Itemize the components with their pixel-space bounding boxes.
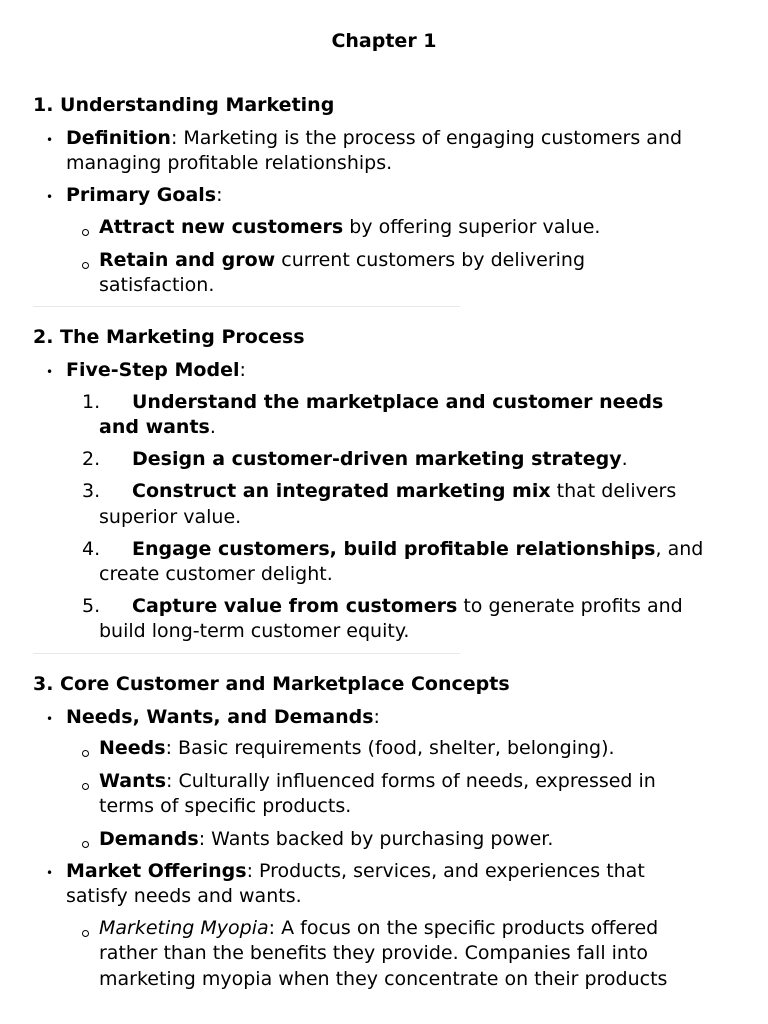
circle-bullet (82, 783, 89, 790)
goal-item-1: Attract new customers by offering superior value. (99, 216, 601, 238)
bullet: • (46, 866, 54, 880)
step-5-line-2: build long-term customer equity. (99, 620, 410, 642)
definition-label: Definition (66, 127, 171, 149)
wants-item-line-1: Wants: Culturally influenced forms of needs, expressed in (99, 770, 656, 792)
definition-text-1: : Marketing is the process of engaging customers and (170, 127, 683, 149)
primary-goals-line: Primary Goals: (66, 184, 223, 206)
step-number-4: 4. (82, 538, 101, 560)
bullet: • (46, 133, 54, 147)
wants-item-line-2: terms of specific products. (99, 795, 352, 817)
bullet: • (46, 190, 54, 204)
demands-item: Demands: Wants backed by purchasing power. (99, 828, 554, 850)
needs-item: Needs: Basic requirements (food, shelter, belonging). (99, 737, 615, 759)
section-heading-2: 2. The Marketing Process (33, 326, 305, 348)
page-title: Chapter 1 (331, 30, 437, 52)
step-number-5: 5. (82, 595, 101, 617)
step-3-line-2: superior value. (99, 506, 242, 528)
market-offerings-line-1: Market Offerings: Products, services, and experiences that (66, 860, 645, 882)
needs-wants-demands-line: Needs, Wants, and Demands: (66, 706, 380, 728)
step-2-line-1: Design a customer-driven marketing strategy. (132, 448, 628, 470)
step-number-2: 2. (82, 448, 101, 470)
step-4-line-1: Engage customers, build profitable relationships, and (132, 538, 704, 560)
step-5-line-1: Capture value from customers to generate profits and (132, 595, 683, 617)
market-offerings-line-2: satisfy needs and wants. (66, 885, 302, 907)
goal-item-2-line-2: satisfaction. (99, 274, 215, 296)
primary-goals-label: Primary Goals (66, 184, 217, 206)
myopia-line-2: rather than the benefits they provide. Companies fall into (99, 942, 649, 964)
circle-bullet (82, 750, 89, 757)
section-divider (33, 306, 460, 307)
definition-line-1 (66, 126, 682, 151)
section-heading-3: 3. Core Customer and Marketplace Concepts (33, 673, 510, 695)
definition-line-2: managing profitable relationships. (66, 152, 393, 174)
goal-item-2-line-1: Retain and grow current customers by delivering (99, 249, 586, 271)
step-1-line-2: and wants. (99, 416, 216, 438)
circle-bullet (82, 229, 89, 236)
step-4-line-2: create customer delight. (99, 563, 333, 585)
bullet: • (46, 712, 54, 726)
myopia-line-1: Marketing Myopia: A focus on the specific products offered (99, 917, 659, 939)
section-divider (33, 653, 460, 654)
circle-bullet (82, 841, 89, 848)
step-number-1: 1. (82, 391, 101, 413)
step-3-line-1: Construct an integrated marketing mix that delivers (132, 480, 677, 502)
section-heading-1: 1. Understanding Marketing (33, 94, 335, 116)
step-number-3: 3. (82, 480, 101, 502)
step-1-line-1: Understand the marketplace and customer needs (132, 391, 664, 413)
myopia-line-3: marketing myopia when they concentrate on their products (99, 968, 668, 990)
bullet: • (46, 365, 54, 379)
circle-bullet (82, 262, 89, 269)
circle-bullet (82, 930, 89, 937)
five-step-model-line: Five-Step Model: (66, 359, 246, 381)
